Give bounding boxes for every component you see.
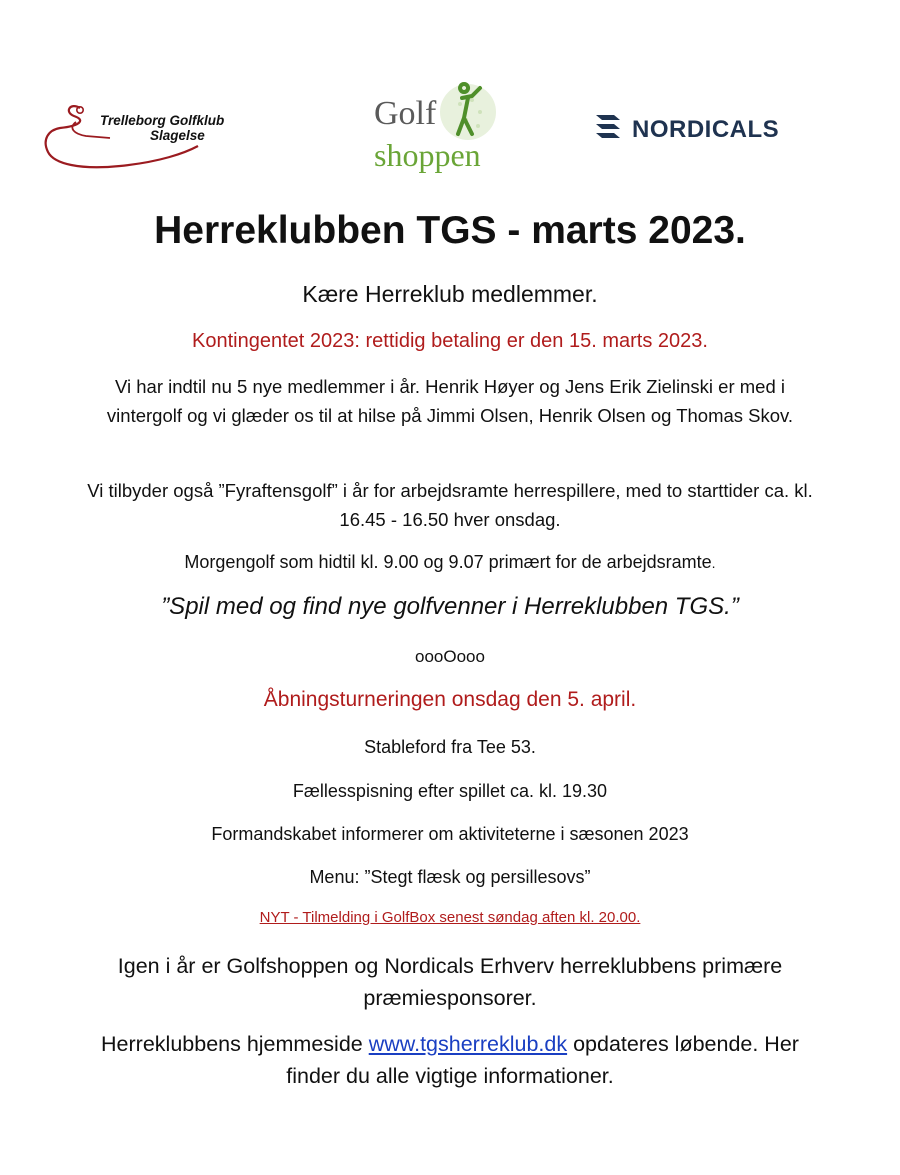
- golfshoppen-word-shoppen: shoppen: [374, 137, 481, 173]
- homepage-paragraph: [90, 1028, 810, 1092]
- tournament-info: Formandskabet informerer om aktiviteterne i sæsonen 2023: [211, 824, 689, 844]
- page-title: Herreklubben TGS - marts 2023.: [154, 209, 746, 252]
- opening-tournament-title: Åbningsturneringen onsdag den 5. april.: [263, 688, 637, 711]
- golfshoppen-word-golf: Golf: [374, 95, 437, 132]
- morning-golf-text: Morgengolf som hidtil kl. 9.00 og 9.07 primært for de arbejdsramte: [184, 552, 712, 572]
- nordicals-mark-icon: [596, 115, 620, 138]
- sponsors-paragraph: Igen i år er Golfshoppen og Nordicals Erhverv herreklubbens primære præmiesponsorer.: [117, 954, 783, 1010]
- morning-golf-paragraph: [80, 548, 820, 578]
- nordicals-logo: [594, 110, 799, 144]
- golfshoppen-logo: [368, 80, 503, 178]
- trelleborg-logo-line1: Trelleborg Golfklub: [100, 113, 225, 128]
- after-work-golf-paragraph: Vi tilbyder også ”Fyraftensgolf” i år for arbejdsramte herrespillere, med to starttider ca. kl. 16.45 - 16.50 hver onsdag.: [87, 480, 813, 530]
- trelleborg-golfklub-logo: [40, 98, 250, 173]
- tournament-format: Stableford fra Tee 53.: [364, 737, 536, 757]
- tournament-dinner: Fællesspisning efter spillet ca. kl. 19.30: [292, 781, 608, 801]
- morning-golf-period: .: [711, 555, 716, 571]
- homepage-text-before: Herreklubbens hjemmeside: [101, 1032, 369, 1056]
- sponsor-logos: [0, 80, 900, 180]
- homepage-text-after: opdateres løbende. Her finder du alle vigtige informationer.: [286, 1032, 799, 1088]
- homepage-link[interactable]: www.tgsherreklub.dk: [368, 1032, 568, 1056]
- greeting: Kære Herreklub medlemmer.: [302, 281, 598, 307]
- section-divider: oooOooo: [415, 647, 485, 666]
- tournament-menu: Menu: ”Stegt flæsk og persillesovs”: [309, 867, 591, 887]
- new-members-paragraph: Vi har indtil nu 5 nye medlemmer i år. Henrik Høyer og Jens Erik Zielinski er med i vintergolf og vi glæder os til at hilse på Jimmi Olsen, Henrik Olsen og Thomas Skov.: [106, 376, 794, 426]
- trelleborg-logo-line2: Slagelse: [150, 128, 205, 143]
- fee-notice: Kontingentet 2023: rettidig betaling er den 15. marts 2023.: [192, 330, 708, 352]
- signup-notice: NYT - Tilmelding i GolfBox senest søndag aften kl. 20.00.: [259, 909, 641, 926]
- motto-quote: ”Spil med og find nye golfvenner i Herreklubben TGS.”: [161, 593, 739, 620]
- nordicals-wordmark: NORDICALS: [632, 116, 780, 143]
